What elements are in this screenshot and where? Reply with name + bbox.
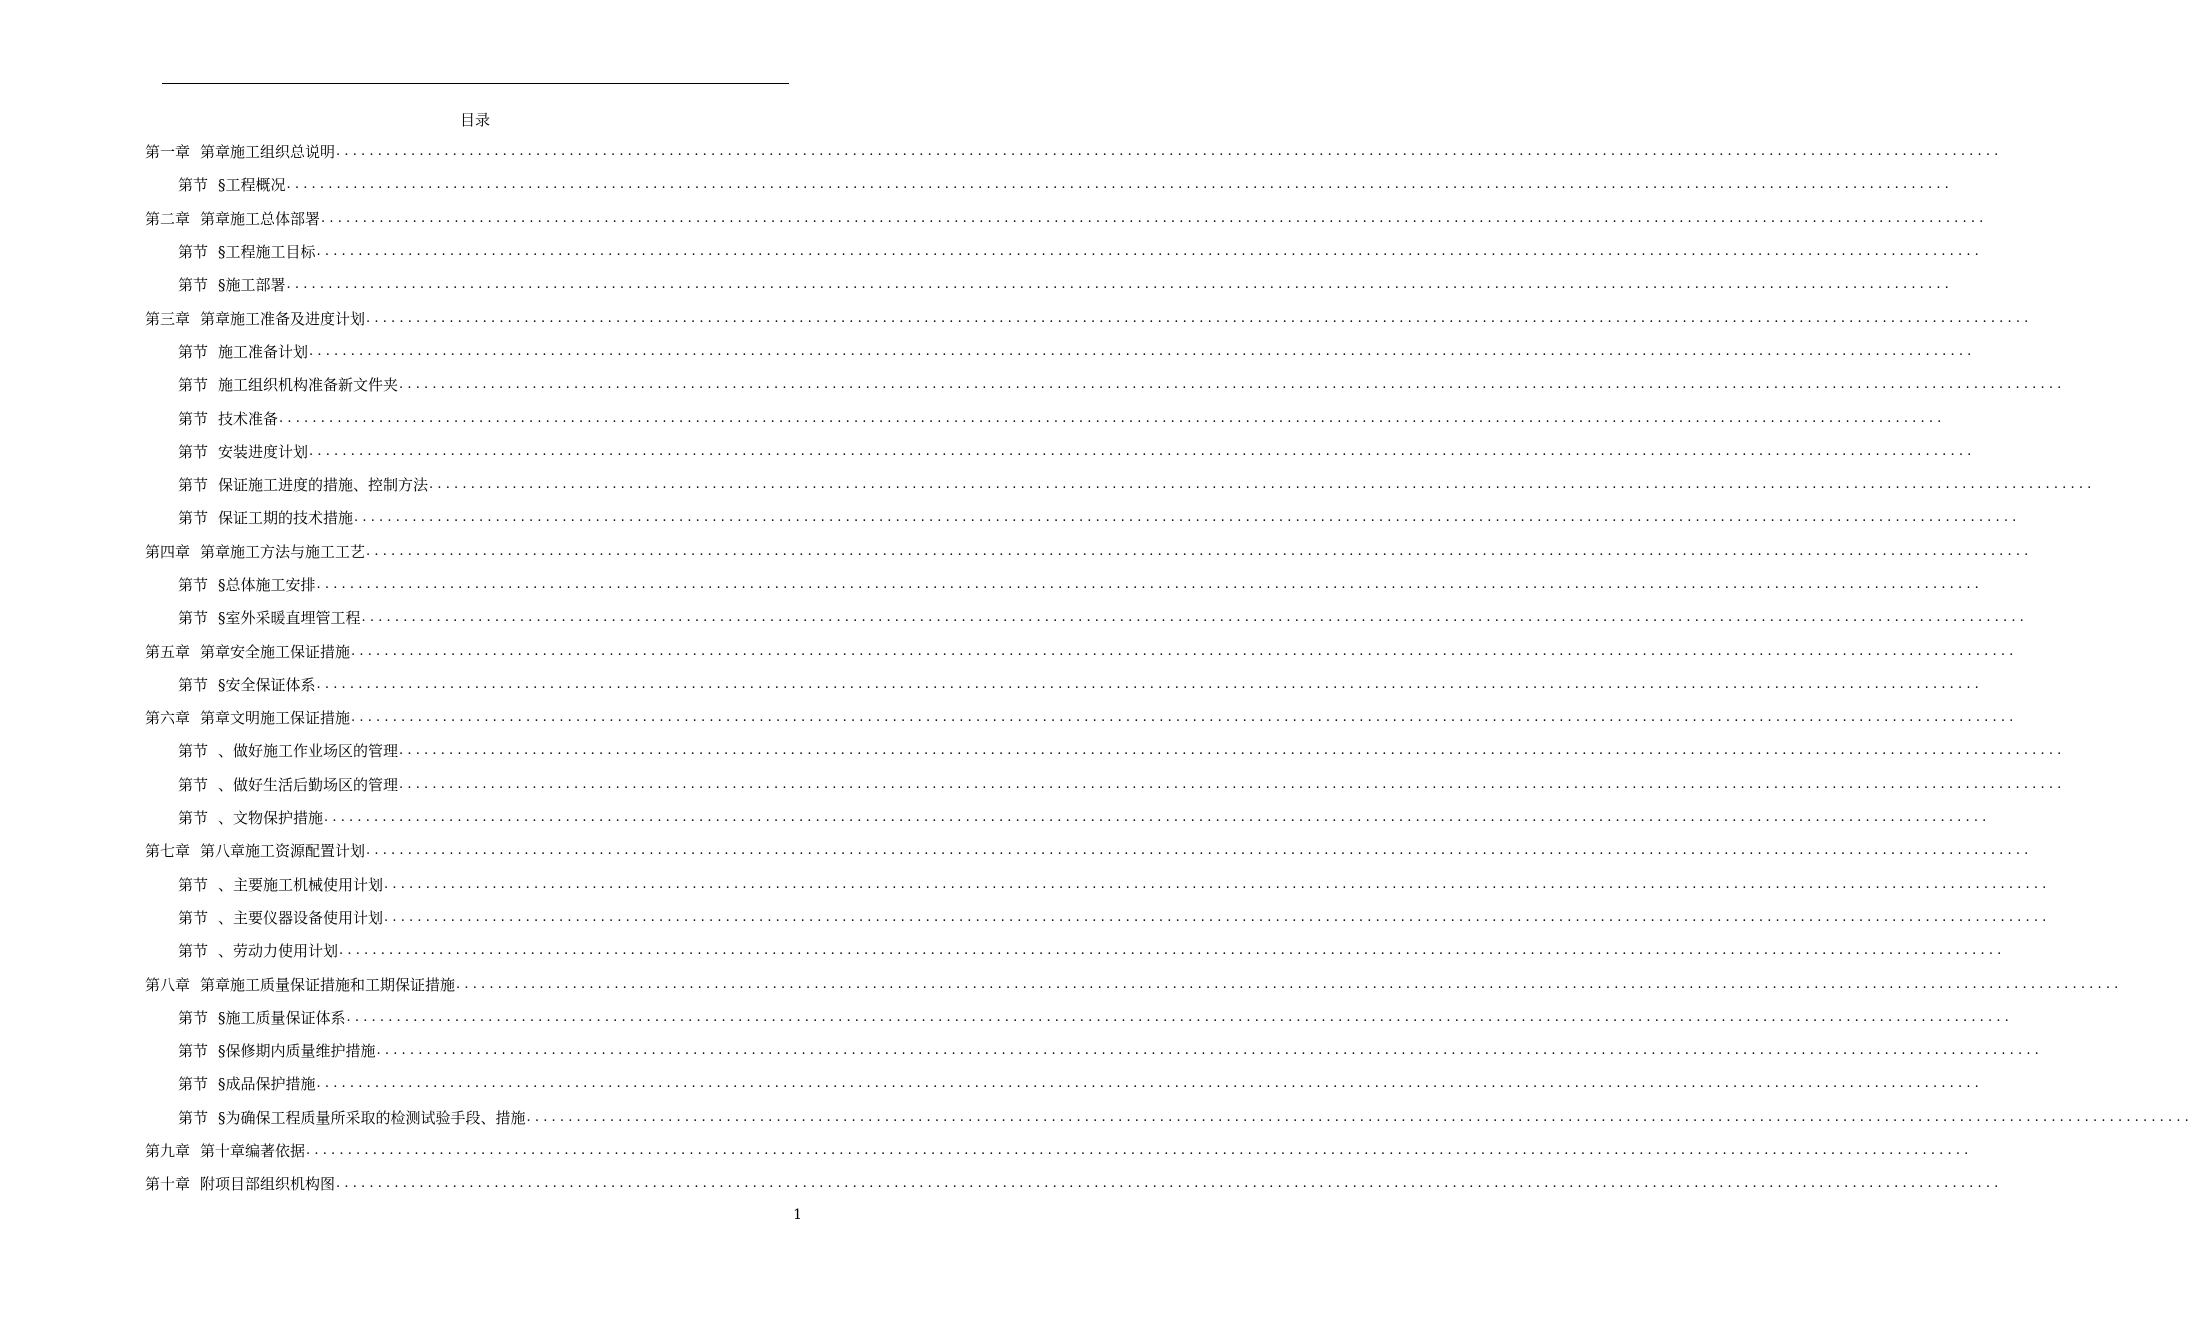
toc-section-entry[interactable] xyxy=(145,501,2021,534)
toc-entry-text: 技术准备 xyxy=(218,409,279,428)
toc-dot-leader: ........................................................................................................................................................................................................ xyxy=(384,909,2051,925)
toc-entry-text: 第章文明施工保证措施 xyxy=(200,709,351,728)
toc-entry-label: 第节 xyxy=(178,576,209,594)
toc-entry-label: 第节 xyxy=(178,376,209,395)
table-of-contents xyxy=(145,135,2193,1201)
toc-entry-text: 第八章施工资源配置计划 xyxy=(200,842,366,861)
toc-dot-leader: ........................................................................................................................................................................................................ xyxy=(309,343,1976,359)
toc-section-entry[interactable] xyxy=(145,468,2096,501)
toc-entry-text: 安装进度计划 xyxy=(218,442,309,461)
toc-entry-label: 第节 xyxy=(178,609,209,628)
header-rule xyxy=(162,83,789,84)
toc-dot-leader: ........................................................................................................................................................................................................ xyxy=(309,443,1976,459)
toc-chapter-entry[interactable] xyxy=(145,967,2123,1000)
toc-section-entry[interactable] xyxy=(145,335,1976,368)
toc-dot-leader: ........................................................................................................................................................................................................ xyxy=(351,710,2018,726)
toc-section-entry[interactable] xyxy=(145,1101,2193,1134)
toc-dot-leader: ........................................................................................................................................................................................................ xyxy=(316,244,1983,260)
toc-dot-leader: ........................................................................................................................................................................................................ xyxy=(429,477,2096,493)
toc-entry-text: §成品保护措施 xyxy=(218,1075,316,1094)
toc-entry-text: 第十章编著依据 xyxy=(200,1142,306,1161)
toc-entry-text: 施工准备计划 xyxy=(218,342,309,361)
toc-entry-label: 第节 xyxy=(178,875,209,894)
toc-chapter-entry[interactable] xyxy=(145,834,2033,867)
toc-entry-label: 第节 xyxy=(178,442,209,461)
toc-section-entry[interactable] xyxy=(145,668,1983,701)
toc-section-entry[interactable] xyxy=(145,901,2051,934)
toc-dot-leader: ........................................................................................................................................................................................................ xyxy=(279,410,1946,426)
toc-dot-leader: ........................................................................................................................................................................................................ xyxy=(316,577,1983,592)
toc-dot-leader: ........................................................................................................................................................................................................ xyxy=(316,1076,1983,1092)
toc-entry-label: 第节 xyxy=(178,1008,209,1027)
toc-section-entry[interactable] xyxy=(145,868,2051,901)
toc-entry-text: §施工部署 xyxy=(218,276,286,295)
toc-entry-label: 第节 xyxy=(178,243,209,262)
toc-dot-leader: ........................................................................................................................................................................................................ xyxy=(321,210,1988,226)
toc-entry-text: 、主要施工机械使用计划 xyxy=(218,875,384,894)
toc-entry-text: 第章安全施工保证措施 xyxy=(200,642,351,661)
toc-entry-label: 第节 xyxy=(178,176,209,195)
toc-section-entry[interactable] xyxy=(145,1001,2013,1034)
toc-dot-leader: ........................................................................................................................................................................................................ xyxy=(336,1176,2003,1192)
toc-section-entry[interactable] xyxy=(145,734,2066,767)
toc-entry-text: 、做好生活后勤场区的管理 xyxy=(218,775,399,794)
toc-chapter-entry[interactable] xyxy=(145,535,2033,568)
toc-entry-label: 第节 xyxy=(178,342,209,361)
toc-dot-leader: ........................................................................................................................................................................................................ xyxy=(336,144,2003,160)
toc-entry-text: 第章施工方法与施工工艺 xyxy=(200,542,366,561)
toc-section-entry[interactable] xyxy=(145,401,1946,434)
toc-entry-label: 第八章 xyxy=(145,975,191,994)
toc-section-entry[interactable] xyxy=(145,368,2066,401)
toc-entry-text: 保证工期的技术措施 xyxy=(218,509,354,528)
toc-dot-leader: ........................................................................................................................................................................................................ xyxy=(399,776,2066,792)
toc-entry-text: §工程施工目标 xyxy=(218,243,316,262)
toc-dot-leader: ........................................................................................................................................................................................................ xyxy=(366,543,2033,559)
toc-entry-label: 第六章 xyxy=(145,709,191,728)
toc-dot-leader: ........................................................................................................................................................................................................ xyxy=(456,976,2123,992)
toc-dot-leader: ........................................................................................................................................................................................................ xyxy=(399,743,2066,759)
toc-section-entry[interactable] xyxy=(145,1034,2043,1067)
toc-entry-label: 第节 xyxy=(178,409,209,428)
toc-section-entry[interactable] xyxy=(145,601,2028,634)
toc-entry-label: 第节 xyxy=(178,276,209,295)
toc-entry-label: 第节 xyxy=(178,809,209,828)
toc-entry-label: 第节 xyxy=(178,942,209,961)
toc-dot-leader: ........................................................................................................................................................................................................ xyxy=(346,1009,2013,1025)
toc-entry-text: 、主要仪器设备使用计划 xyxy=(218,908,384,927)
toc-dot-leader: ........................................................................................................................................................................................................ xyxy=(316,676,1983,692)
toc-chapter-entry[interactable] xyxy=(145,301,2033,334)
toc-entry-label: 第节 xyxy=(178,476,209,495)
toc-entry-label: 第三章 xyxy=(145,309,191,328)
toc-entry-text: 、文物保护措施 xyxy=(218,809,324,828)
toc-entry-label: 第节 xyxy=(178,1042,209,1061)
toc-entry-label: 第节 xyxy=(178,908,209,927)
toc-dot-leader: ........................................................................................................................................................................................................ xyxy=(384,876,2051,892)
toc-dot-leader: ........................................................................................................................................................................................................ xyxy=(354,510,2021,526)
toc-entry-label: 第节 xyxy=(178,742,209,761)
toc-dot-leader: ........................................................................................................................................................................................................ xyxy=(324,810,1991,826)
toc-entry-text: 、做好施工作业场区的管理 xyxy=(218,742,399,761)
toc-dot-leader: ........................................................................................................................................................................................................ xyxy=(366,310,2033,326)
toc-entry-label: 第节 xyxy=(178,509,209,528)
toc-dot-leader: ........................................................................................................................................................................................................ xyxy=(366,843,2033,859)
toc-chapter-entry[interactable] xyxy=(145,634,2018,667)
toc-dot-leader: ........................................................................................................................................................................................................ xyxy=(351,643,2018,659)
toc-dot-leader: ........................................................................................................................................................................................................ xyxy=(361,610,2028,626)
toc-entry-label: 第九章 xyxy=(145,1142,191,1161)
toc-entry-label: 第节 xyxy=(178,1075,209,1094)
toc-entry-text: 保证施工进度的措施、控制方法 xyxy=(218,476,429,495)
toc-section-entry[interactable] xyxy=(145,168,1953,201)
toc-entry-text: §为确保工程质量所采取的检测试验手段、措施 xyxy=(218,1108,526,1127)
toc-section-entry[interactable] xyxy=(145,801,1991,834)
toc-entry-text: 施工组织机构准备新文件夹 xyxy=(218,376,399,395)
toc-dot-leader: ........................................................................................................................................................................................................ xyxy=(339,943,2006,959)
toc-entry-text: §施工质量保证体系 xyxy=(218,1008,346,1027)
toc-dot-leader: ........................................................................................................................................................................................................ xyxy=(376,1043,2043,1059)
toc-chapter-entry[interactable] xyxy=(145,1134,1973,1167)
toc-section-entry[interactable] xyxy=(145,435,1976,468)
toc-entry-text: 第章施工质量保证措施和工期保证措施 xyxy=(200,975,456,994)
toc-dot-leader: ........................................................................................................................................................................................................ xyxy=(526,1109,2193,1125)
page-number: 1 xyxy=(793,1207,802,1223)
toc-entry-label: 第十章 xyxy=(145,1175,191,1194)
toc-entry-label: 第节 xyxy=(178,1108,209,1127)
toc-section-entry[interactable] xyxy=(145,1067,1983,1100)
toc-dot-leader: ........................................................................................................................................................................................................ xyxy=(306,1143,1973,1159)
toc-entry-text: §室外采暖直埋管工程 xyxy=(218,609,361,628)
toc-entry-text: 第章施工准备及进度计划 xyxy=(200,309,366,328)
toc-entry-text: §工程概况 xyxy=(218,176,286,195)
toc-entry-text: §总体施工安排 xyxy=(218,576,316,594)
toc-chapter-entry[interactable] xyxy=(145,135,2003,168)
toc-entry-text: §安全保证体系 xyxy=(218,675,316,694)
toc-chapter-entry[interactable] xyxy=(145,202,1988,235)
toc-section-entry[interactable] xyxy=(145,934,2006,967)
toc-entry-label: 第四章 xyxy=(145,542,191,561)
toc-section-entry[interactable] xyxy=(145,768,2066,801)
toc-chapter-entry[interactable] xyxy=(145,701,2018,734)
toc-chapter-entry[interactable] xyxy=(145,1167,2003,1200)
toc-title: 目录 xyxy=(459,111,490,129)
toc-dot-leader: ........................................................................................................................................................................................................ xyxy=(286,277,1953,293)
toc-dot-leader: ........................................................................................................................................................................................................ xyxy=(399,377,2066,393)
toc-entry-text: 附项目部组织机构图 xyxy=(200,1175,336,1194)
toc-entry-text: 第章施工组织总说明 xyxy=(200,143,336,162)
toc-entry-text: §保修期内质量维护措施 xyxy=(218,1042,376,1061)
toc-entry-label: 第节 xyxy=(178,775,209,794)
toc-section-entry[interactable] xyxy=(145,568,1983,601)
toc-entry-text: 第章施工总体部署 xyxy=(200,209,321,228)
toc-entry-text: 、劳动力使用计划 xyxy=(218,942,339,961)
toc-section-entry[interactable] xyxy=(145,268,1953,301)
toc-entry-label: 第二章 xyxy=(145,209,191,228)
toc-entry-label: 第节 xyxy=(178,675,209,694)
toc-dot-leader: ........................................................................................................................................................................................................ xyxy=(286,177,1953,193)
toc-section-entry[interactable] xyxy=(145,235,1983,268)
toc-entry-label: 第七章 xyxy=(145,842,191,861)
toc-entry-label: 第一章 xyxy=(145,143,191,162)
toc-entry-label: 第五章 xyxy=(145,642,191,661)
